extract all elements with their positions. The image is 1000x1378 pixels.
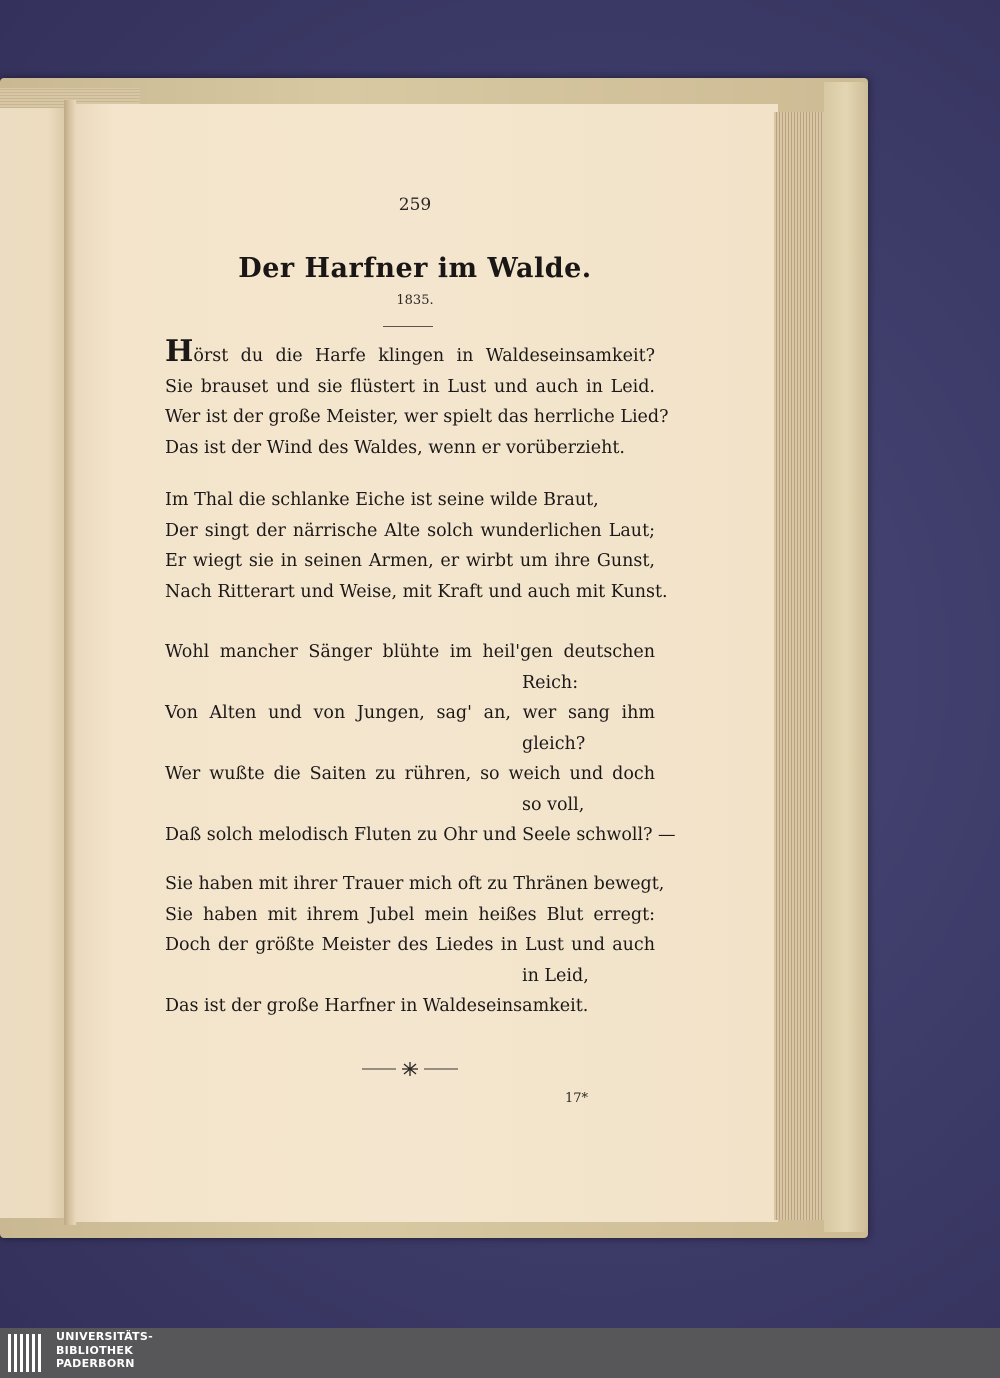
- stanza-3: [165, 637, 676, 851]
- poem-line-continuation: Reich:: [522, 672, 579, 693]
- left-page: [0, 108, 68, 1218]
- poem-year: 1835.: [396, 293, 434, 308]
- poem-line: Hörst du die Harfe klingen in Waldeseinsamkeit?: [165, 334, 655, 369]
- stanza-1: [165, 334, 669, 463]
- poem-line: Wohl mancher Sänger blühte im heil'gen deutschen: [165, 642, 655, 662]
- signature-mark: 17*: [565, 1091, 589, 1106]
- poem-title: Der Harfner im Walde.: [238, 253, 592, 284]
- poem-line: Das ist der Wind des Waldes, wenn er vorüberzieht.: [165, 437, 625, 458]
- end-ornament-icon: [360, 1061, 460, 1077]
- poem-line: Das ist der große Harfner in Waldeseinsamkeit.: [165, 996, 589, 1016]
- title-rule: [383, 326, 433, 327]
- poem-line-continuation: so voll,: [522, 794, 585, 815]
- poem-line: Doch der größte Meister des Liedes in Lust und auch: [165, 935, 655, 955]
- library-logo-icon: [6, 1332, 48, 1374]
- book-gutter: [64, 100, 76, 1225]
- poem-line: Von Alten und von Jungen, sag' an, wer sang ihm: [165, 703, 655, 723]
- poem-line-continuation: in Leid,: [522, 965, 589, 986]
- library-name: UNIVERSITÄTS- BIBLIOTHEK PADERBORN: [56, 1330, 153, 1370]
- poem-line: Daß solch melodisch Fluten zu Ohr und Seele schwoll? —: [165, 825, 676, 845]
- stanza-4: [165, 869, 665, 1022]
- drop-cap: H: [165, 334, 194, 369]
- poem-line: Sie brauset und sie flüstert in Lust und auch in Leid.: [165, 376, 655, 397]
- poem-line: Wer ist der große Meister, wer spielt das herrliche Lied?: [165, 407, 669, 427]
- poem-line: Im Thal die schlanke Eiche ist seine wilde Braut,: [165, 490, 599, 510]
- poem-line: Der singt der närrische Alte solch wunderlichen Laut;: [165, 520, 655, 541]
- poem-line: Sie haben mit ihrer Trauer mich oft zu Thränen bewegt,: [165, 874, 665, 894]
- book-cover-right-edge: [824, 82, 868, 1232]
- stanza-2: [165, 485, 668, 607]
- page-number: 259: [398, 195, 432, 215]
- poem-line: Wer wußte die Saiten zu rühren, so weich und doch: [165, 764, 655, 784]
- poem-line: Er wiegt sie in seinen Armen, er wirbt um ihre Gunst,: [165, 551, 655, 571]
- poem-line: Nach Ritterart und Weise, mit Kraft und auch mit Kunst.: [165, 581, 668, 602]
- poem-line-continuation: gleich?: [522, 733, 586, 754]
- library-footer: [0, 1328, 1000, 1378]
- poem-line: Sie haben mit ihrem Jubel mein heißes Blut erregt:: [165, 904, 655, 925]
- page-stack-edge: [774, 112, 826, 1220]
